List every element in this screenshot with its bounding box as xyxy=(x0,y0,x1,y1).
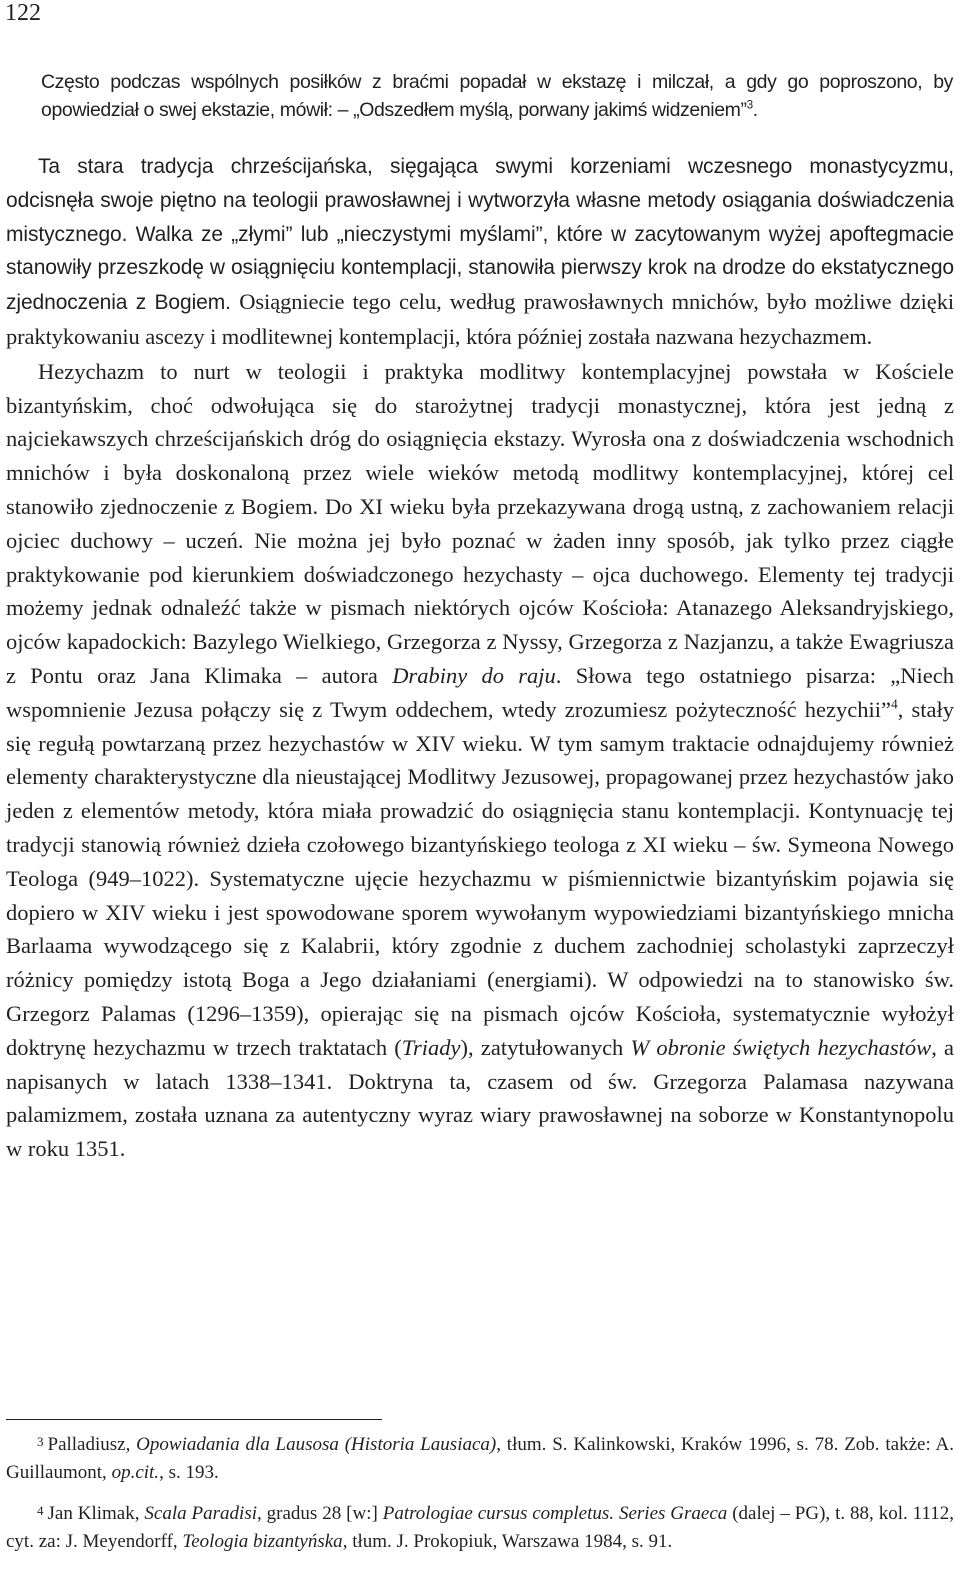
footnote-3-mark: 3 xyxy=(37,1434,44,1449)
footnote-4-title-3: Teologia bizantyńska xyxy=(182,1531,343,1552)
footnote-3 xyxy=(6,1428,954,1487)
footnote-separator xyxy=(6,1419,382,1420)
footnote-ref-4: 4 xyxy=(890,696,898,712)
footnote-4-title-1: Scala Paradisi xyxy=(144,1503,257,1524)
paragraph-1-text: Ta stara tradycja chrześcijańska, sięgająca swymi korzeniami wczesnego monastycyzmu, odcisnęła swoje piętno na teologii prawosławnej i wytworzyła własne metody osiągania doświadczenia mistycznego. Walka ze „złymi” lub „nieczystymi myślami”, które w zacytowanym wyżej apoftegmacie stanowiły przeszkodę w osiągnięciu kontemplacji, stanowiła pierwszy krok na drodze do ekstatycznego zjednoczenia z Bogiem. xyxy=(6,155,954,315)
apophthegm-quote xyxy=(41,68,953,124)
paragraph-2-text-2: . Słowa tego ostatniego pisarza: „Niech wspomnienie Jezusa połączy się z Twym oddechem, wtedy zrozumiesz pożyteczność hezychii” xyxy=(6,662,955,722)
title-triady: Triady xyxy=(401,1034,461,1060)
footnote-4-text-a: Jan Klimak, xyxy=(47,1503,145,1524)
footnote-3-text-a: Palladiusz, xyxy=(47,1434,137,1455)
paragraph-2 xyxy=(6,355,954,1166)
footnote-3-opcit: op.cit. xyxy=(111,1462,160,1483)
footnote-4 xyxy=(6,1497,954,1556)
title-drabiny-do-raju: Drabiny do raju xyxy=(392,662,556,688)
quote-paragraph: Często podczas wspólnych posiłków z braćmi popadał w ekstazę i milczał, a gdy go poproszono, by opowiedział o swej ekstazie, mówił: – „Odszedłem myślą, porwany jakimś widzeniem”$^3$. xyxy=(41,71,953,121)
paragraph-1-text-serif: Osiągniecie tego celu, według prawosławnych mnichów, było możliwe dzięki praktykowaniu ascezy i modlitewnej kontemplacji, która później została nazwana hezychazmem. xyxy=(6,289,954,349)
footnote-4-text-c: (dalej – PG), t. 88, kol. 1112, cyt. za: J. Meyendorff, xyxy=(6,1503,954,1552)
title-w-obronie: W obronie świętych hezychastów xyxy=(630,1034,932,1060)
quote-text: Często podczas wspólnych posiłków z braćmi popadał w ekstazę i milczał, a gdy go poproszono, by opowiedział o swej ekstazie, mówił: – „Odszedłem myślą, porwany jakimś widzeniem” xyxy=(41,71,953,121)
paragraph-2-text-3: , stały się regułą powtarzaną przez hezychastów w XIV wieku. W tym samym traktacie odnajdujemy również elementy charakterystyczne dla nieustającej Modlitwy Jezusowej, propagowanej przez hezychastów jako jeden z elementów metody, która miała prowadzić do osiągnięcia stanu kontemplacji. Kontynuację tej tradycji stanowią również dzieła czołowego bizantyńskiego teologa z XI wieku – św. Symeona Nowego Teologa (949–1022). Systematyczne ujęcie hezychazmu w piśmiennictwie bizantyńskim pojawia się dopiero w XIV wieku i jest spowodowane sporem wywołanym wypowiedziami bizantyńskiego mnicha Barlaama wywodzącego się z Kalabrii, który zgodnie z duchem zachodniej scholastyki zaprzeczył różnicy pomiędzy istotą Boga a Jego działaniami (energiami). W odpowiedzi na to stanowisko św. Grzegorz Palamas (1296–1359), opierając się na pismach ojców Kościoła, systematycznie wyłożył doktrynę hezychazmu w trzech traktatach ( xyxy=(6,696,955,1060)
paragraph-2-text-1: Hezychazm to nurt w teologii i praktyka modlitwy kontemplacyjnej powstała w Kościele bizantyńskim, choć odwołująca się do starożytnej tradycji monastycznej, która jest jedną z najciekawszych chrześcijańskich dróg do osiągnięcia ekstazy. Wyrosła ona z doświadczenia wschodnich mnichów i była doskonaloną przez wiele wieków metodą modlitwy kontemplacyjnej, której cel stanowiło zjednoczenie z Bogiem. Do XI wieku była przekazywana drogą ustną, z zachowaniem relacji ojciec duchowy – uczeń. Nie można jej było poznać w żaden inny sposób, jak tylko przez ciągłe praktykowanie pod kierunkiem doświadczonego hezychasty – ojca duchowego. Elementy tej tradycji możemy jednak odnaleźć także w pismach niektórych ojców Kościoła: Atanazego Aleksandryjskiego, ojców kapadockich: Bazylego Wielkiego, Grzegorza z Nyssy, Grzegorza z Nazjanzu, a także Ewagriusza z Pontu oraz Jana Klimaka – autora xyxy=(6,358,954,688)
footnote-4-title-2: Patrologiae cursus completus. Series Graeca xyxy=(382,1503,728,1524)
footnotes xyxy=(6,1428,954,1566)
footnote-4-text-b: , gradus 28 [w:] xyxy=(257,1503,383,1524)
footnote-ref-3: 3 xyxy=(746,98,753,112)
paragraph-2-text-5: , a napisanych w latach 1338–1341. Doktryna ta, czasem od św. Grzegorza Palamasa nazywana palamizmem, została uznana za autentyczny wyraz wiary prawosławnej na soborze w Konstantynopolu w roku 1351. xyxy=(6,1034,954,1162)
footnote-4-mark: 4 xyxy=(37,1503,44,1518)
footnote-3-title: Opowiadania dla Lausosa (Historia Lausiaca) xyxy=(136,1434,497,1455)
footnote-3-text-b: , tłum. S. Kalinkowski, Kraków 1996, s. 78. Zob. także: A. Guillaumont, xyxy=(6,1434,954,1483)
paragraph-2-text-4: ), zatytułowanych xyxy=(460,1034,631,1060)
main-text xyxy=(6,150,954,1166)
page-number: 122 xyxy=(5,0,41,26)
paragraph-1 xyxy=(6,150,954,355)
footnote-4-text-d: , tłum. J. Prokopiuk, Warszawa 1984, s. 91. xyxy=(342,1531,673,1552)
footnote-3-text-c: , s. 193. xyxy=(159,1462,219,1483)
